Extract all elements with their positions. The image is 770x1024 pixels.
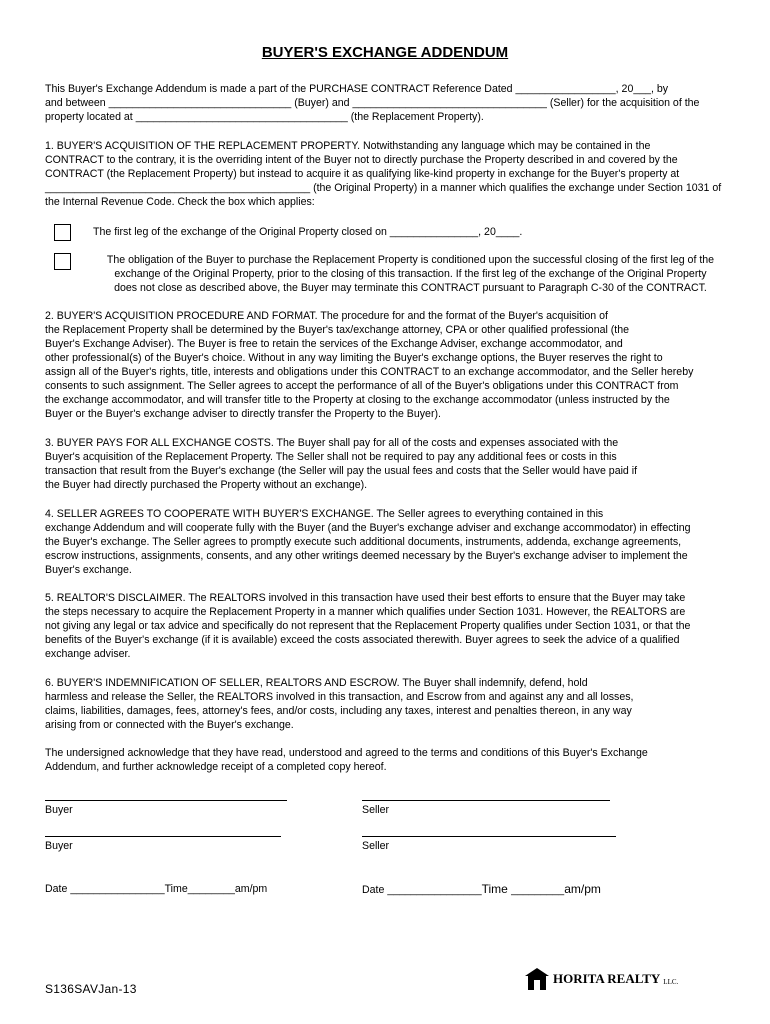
section-2-line: the Replacement Property shall be determined by the Buyer's tax/exchange attorney, CPA or other qualified professional (the — [45, 324, 630, 336]
seller-time-blank[interactable]: _________ — [511, 884, 565, 896]
seller-time-label: Time — [481, 882, 512, 896]
section-6 — [45, 676, 725, 732]
acknowledgment — [45, 746, 725, 774]
section-1 — [45, 139, 725, 209]
seller-label-2: Seller — [362, 840, 390, 852]
buyer-signature-line-2[interactable] — [45, 836, 281, 837]
section-2-line: the exchange accommodator, and will transfer title to the Property at closing to the exchange accommodator (unless instructed by the — [45, 394, 670, 406]
option-2-line: exchange of the Original Property, prior to the closing of this transaction. If the first leg of the exchange of the Original Property — [114, 268, 707, 280]
section-4-line: escrow instructions, assignments, consents, and any other writings deemed necessary by the Buyer's exchange adviser to implement the — [45, 550, 688, 562]
seller-date-label: Date — [362, 884, 388, 896]
acknowledgment-line: Addendum, and further acknowledge receipt of a completed copy hereof. — [45, 761, 387, 773]
seller-signature-line-1[interactable] — [362, 800, 610, 801]
option-1-text: The first leg of the exchange of the Original Property closed on _______________, 20____. — [93, 226, 523, 238]
intro-line: This Buyer's Exchange Addendum is made a part of the PURCHASE CONTRACT Reference Dated _________________, 20___, by — [45, 83, 669, 95]
section-3-line: 3. BUYER PAYS FOR ALL EXCHANGE COSTS. The Buyer shall pay for all of the costs and expenses associated with the — [45, 437, 619, 449]
section-4-line: exchange Addendum and will cooperate fully with the Buyer (and the Buyer's exchange adviser and exchange accommodator) in effecting — [45, 522, 691, 534]
section-3 — [45, 436, 725, 492]
section-6-line: 6. BUYER'S INDEMNIFICATION OF SELLER, REALTORS AND ESCROW. The Buyer shall indemnify, defend, hold — [45, 677, 588, 689]
section-2-line: Buyer's Exchange Adviser). The Buyer is free to retain the services of the Exchange Adviser, exchange accommodator, and — [45, 338, 623, 350]
company-name: HORITA REALTY — [553, 971, 661, 986]
section-4 — [45, 507, 725, 577]
section-1-line: 1. BUYER'S ACQUISITION OF THE REPLACEMENT PROPERTY. Notwithstanding any language which may be contained in the — [45, 140, 651, 152]
section-3-line: Buyer's acquisition of the Replacement Property. The Seller shall not be required to pay any additional fees or costs in this — [45, 451, 617, 463]
buyer-date-time-field[interactable]: Date ________________Time________am/pm — [45, 883, 268, 895]
buyer-signature-line-1[interactable] — [45, 800, 287, 801]
section-3-line: the Buyer had directly purchased the Property without an exchange). — [45, 479, 368, 491]
intro-paragraph — [45, 82, 725, 124]
intro-line: and between _______________________________ (Buyer) and _________________________________ (Seller) for the acquisition of the — [45, 97, 700, 109]
form-code: S136SAVJan-13 — [45, 982, 137, 996]
option-2-line: The obligation of the Buyer to purchase the Replacement Property is conditioned upon the successful closing of the first leg of the — [106, 254, 715, 266]
document-title: BUYER'S EXCHANGE ADDENDUM — [261, 44, 509, 61]
section-1-line: the Internal Revenue Code. Check the box which applies: — [45, 196, 315, 208]
section-6-line: harmless and release the Seller, the REALTORS involved in this transaction, and Escrow from and against any and all losses, — [45, 691, 634, 703]
section-4-line: Buyer's exchange. — [45, 564, 132, 576]
section-4-line: 4. SELLER AGREES TO COOPERATE WITH BUYER'S EXCHANGE. The Seller agrees to everything contained in this — [45, 508, 604, 520]
section-2-line: assign all of the Buyer's rights, title, interests and obligations under this CONTRACT to an exchange accommodator, and the Seller hereby — [45, 366, 694, 378]
section-1-line: CONTRACT (the Replacement Property) but instead to acquire it as qualifying like-kind property in exchange for the Buyer's property at — [45, 168, 680, 180]
section-5 — [45, 591, 725, 661]
section-3-line: transaction that result from the Buyer's exchange (the Seller will pay the usual fees and costs that the Seller would have paid if — [45, 465, 638, 477]
seller-label-1: Seller — [362, 804, 390, 816]
seller-date-blank[interactable]: ________________ — [387, 884, 482, 896]
section-2 — [45, 309, 725, 421]
option-1-checkbox[interactable] — [54, 224, 71, 241]
seller-date-time-field[interactable] — [362, 882, 601, 896]
option-2-line: does not close as described above, the Buyer may terminate this CONTRACT pursuant to Paragraph C-30 of the CONTRACT. — [114, 282, 707, 294]
section-5-line: not giving any legal or tax advice and specifically do not represent that the Replacement Property qualifies under Section 1031, or that the — [45, 620, 691, 632]
section-5-line: exchange adviser. — [45, 648, 131, 660]
section-6-line: arising from or connected with the Buyer's exchange. — [45, 719, 294, 731]
section-6-line: claims, liabilities, damages, fees, attorney's fees, and/or costs, including any taxes, interest and penalties thereon, in any way — [45, 705, 632, 717]
section-2-line: Buyer or the Buyer's exchange adviser to directly transfer the Property to the Buyer). — [45, 408, 441, 420]
company-logo — [525, 968, 678, 990]
intro-line: property located at ____________________________________ (the Replacement Property). — [45, 111, 484, 123]
seller-signature-line-2[interactable] — [362, 836, 616, 837]
section-2-line: 2. BUYER'S ACQUISITION PROCEDURE AND FORMAT. The procedure for and the format of the Buyer's acquisition of — [45, 310, 608, 322]
seller-ampm-label: am/pm — [564, 882, 601, 896]
section-2-line: consents to such assignment. The Seller agrees to accept the performance of all of the Buyer's obligations under this CONTRACT from — [45, 380, 679, 392]
company-suffix: LLC. — [663, 977, 679, 986]
section-4-line: the Buyer's exchange. The Seller agrees to promptly execute such additional documents, instruments, addenda, exchange agreements, — [45, 536, 682, 548]
buyer-label-1: Buyer — [45, 804, 73, 816]
house-logo-icon — [525, 968, 549, 990]
buyer-label-2: Buyer — [45, 840, 73, 852]
section-2-line: other professional(s) of the Buyer's choice. Without in any way limiting the Buyer's exchange options, the Buyer reserves the right to — [45, 352, 663, 364]
acknowledgment-line: The undersigned acknowledge that they have read, understood and agreed to the terms and conditions of this Buyer's Exchange — [45, 747, 648, 759]
section-1-line: CONTRACT to the contrary, it is the overriding intent of the Buyer not to directly purchase the Property described in and covered by the — [45, 154, 678, 166]
section-5-line: benefits of the Buyer's exchange (if it is available) exceed the costs associated therewith. Buyer agrees to seek the advice of a qualified — [45, 634, 680, 646]
section-5-line: 5. REALTOR'S DISCLAIMER. The REALTORS involved in this transaction have used their best efforts to ensure that the Buyer may take — [45, 592, 686, 604]
section-1-line: _____________________________________________ (the Original Property) in a manner which qualifies the exchange under Section 1031 of — [45, 182, 722, 194]
option-2-checkbox[interactable] — [54, 253, 71, 270]
section-5-line: the steps necessary to acquire the Replacement Property in a manner which qualifies under Section 1031. However, the REALTORS are — [45, 606, 686, 618]
option-2-text — [93, 253, 728, 295]
